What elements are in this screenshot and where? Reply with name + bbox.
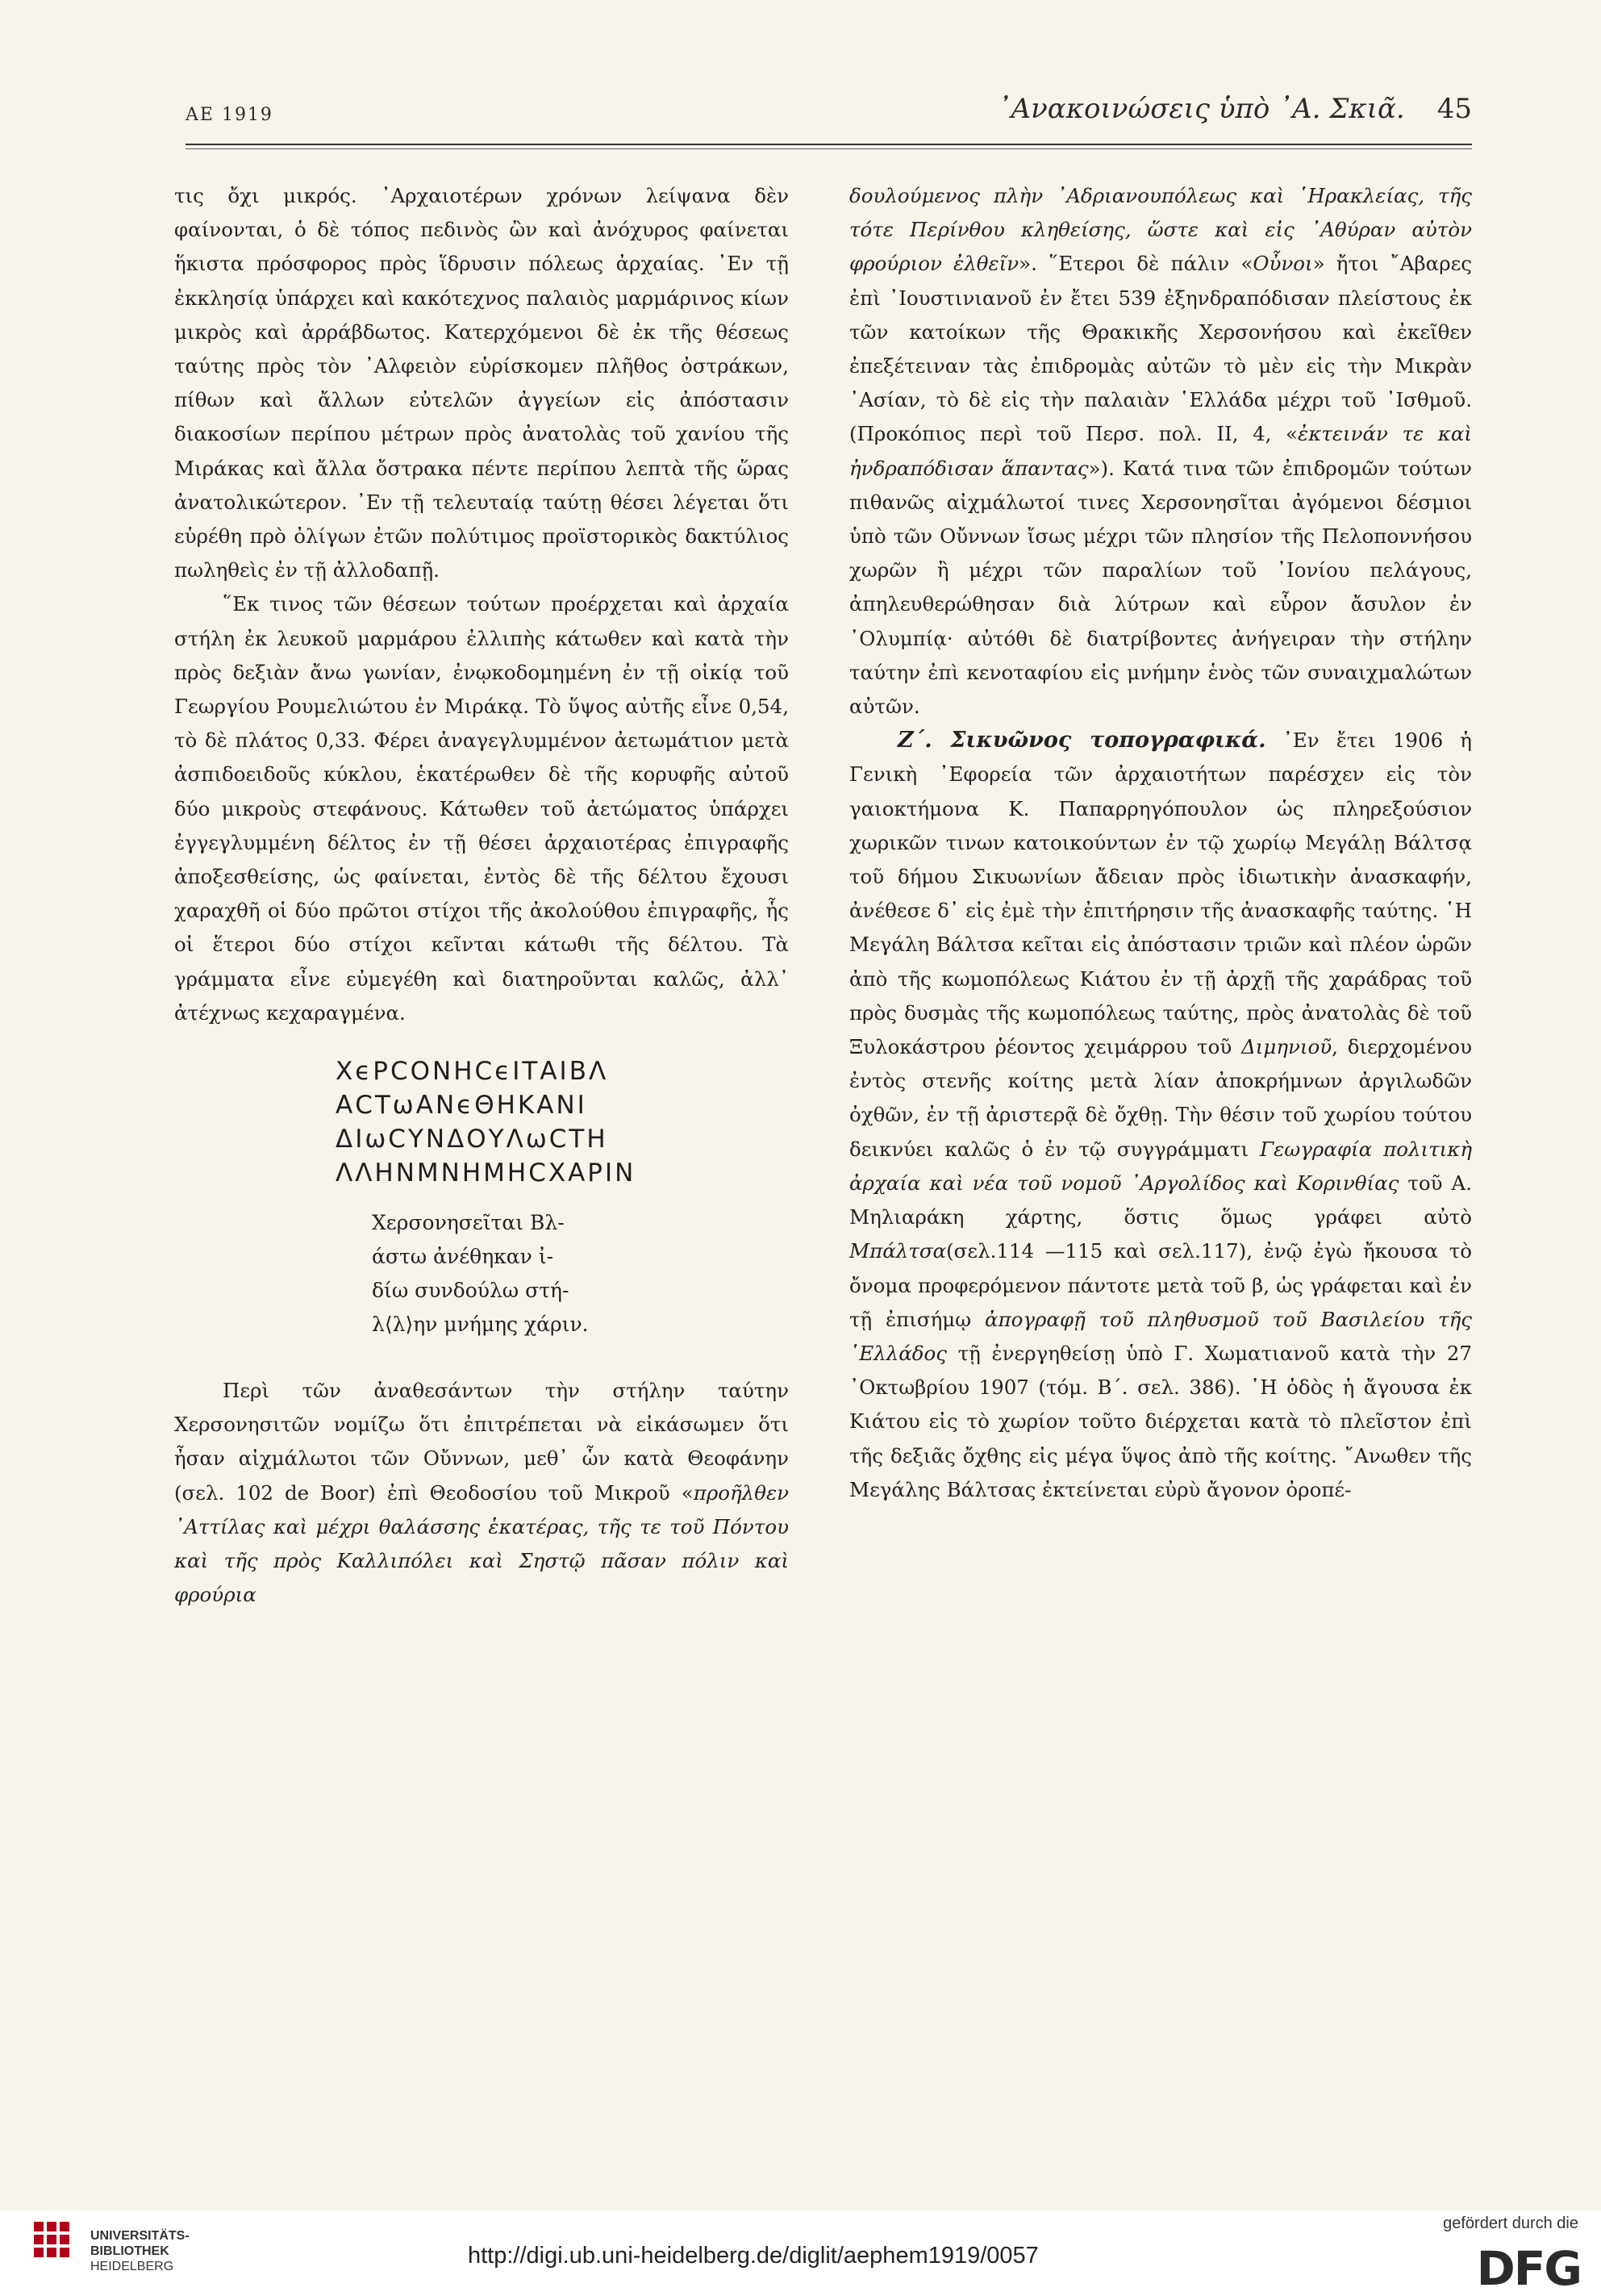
paragraph: ῞Εκ τινος τῶν θέσεων τούτων προέρχεται καὶ ἀρχαία στήλη ἐκ λευκοῦ μαρμάρου ἐλλιπὴς κάτωθεν καὶ κατὰ τὴν πρὸς δεξιὰν ἄνω γωνίαν, ἐνῳκοδομημένη ἐν τῇ οἰκίᾳ τοῦ Γεωργίου Ρουμελιώτου ἐν Μιράκᾳ. Τὸ ὕψος αὐτῆς εἶνε 0,54, τὸ δὲ πλάτος 0,33. Φέρει ἀναγεγλυμμένον ἀετωμάτιον μετὰ ἀσπιδοειδοῦς κύκλου, ἑκατέρωθεν δὲ τῆς κορυφῆς αὐτοῦ δύο μικροὺς στεφάνους. Κάτωθεν τοῦ ἀετώματος ὑπάρχει ἐγγεγλυμμένη δέλτος ἐν τῇ θέσει ἀρχαιοτέρας ἐπιγραφῆς ἀποξεσθείσης, ὡς φαίνεται, ἐντὸς δὲ τῆς δέλτου ἔχουσι χαραχθῆ οἱ δύο πρῶτοι στίχοι τῆς ἀκολούθου ἐπιγραφῆς, ἧς οἱ ἕτεροι δύο στίχοι κεῖνται κάτωθι τῆς δέλτου. Τὰ γράμματα εἶνε εὐμεγέθη καὶ διατηροῦνται καλῶς, ἀλλ᾽ ἀτέχνως κεχαραγμένα.	[174, 592, 789, 1025]
text-run: »). Κατά τινα τῶν ἐπιδρομῶν τούτων πιθανῶς αἰχμάλωτοί τινες Χερσονησῖται ἀγόμενοι δέσμιοι ὑπὸ τῶν Οὔννων ἴσως μέχρι τῶν πλησίον τῆς Πελοποννήσου χωρῶν ἢ μέχρι τῶν παραλίων τοῦ ᾽Ιονίου πελάγους, ἀπηλευθερώθησαν διὰ λύτρων καὶ εὗρον ἄσυλον ἐν ᾽Ολυμπίᾳ· αὐτόθι δὲ διατρίβοντες ἀνήγειραν τὴν στήλην ταύτην ἐπὶ κενοταφίου εἰς μνήμην ἑνὸς τῶν συναιχμαλώτων αὐτῶν.	[849, 456, 1472, 719]
paragraph	[849, 724, 1472, 1507]
italic-quote: δουλούμενος πλὴν ᾽Αδριανουπόλεως καὶ ῾Ηρακλείας, τῆς τότε Περίνθου κληθείσης, ὥστε καὶ εἰς ᾽Αθύραν αὐτὸν φρούριον ἐλθεῖν	[849, 184, 1472, 276]
funded-by-text: gefördert durch die	[1443, 2215, 1578, 2232]
paragraph: τις ὄχι μικρός. ᾽Αρχαιοτέρων χρόνων λείψανα δὲν φαίνονται, ὁ δὲ τόπος πεδινὸς ὢν καὶ ἀνόχυρος φαίνεται ἥκιστα πρόσφορος πρὸς ἵδρυσιν πόλεως ἀρχαίας. ᾽Εν τῇ ἐκκλησίᾳ ὑπάρχει καὶ κακότεχνος παλαιὸς μαρμάρινος κίων μικρὸς καὶ ἀρράβδωτος. Κατερχόμενοι δὲ ἐκ τῆς θέσεως ταύτης πρὸς τὸν ᾽Αλφειὸν εὑρίσκομεν πλῆθος ὀστράκων, πίθων καὶ ἄλλων εὐτελῶν ἀγγείων εἰς ἀπόστασιν διακοσίων περίπου μέτρων πρὸς ἀνατολὰς τοῦ χανίου τῆς Μιράκας καὶ ἄλλα ὄστρακα πέντε περίπου λεπτὰ τῆς ὥρας ἀνατολικώτερον. ᾽Εν τῇ τελευταίᾳ ταύτῃ θέσει λέγεται ὅτι εὑρέθη πρὸ ὀλίγων ἐτῶν πολύτιμος προϊστορικὸς δακτύλιος πωληθεὶς ἐν τῇ ἀλλοδαπῇ.	[174, 184, 789, 582]
inscription-line: ΧϵΡϹΟΝΗϹϵΙΤΑΙΒΛ	[336, 1057, 609, 1087]
inscription-line: ΑϹΤωΑΝϵΘΗΚΑΝΙ	[336, 1091, 587, 1121]
transcription-line: λ⟨λ⟩ην μνήμης χάριν.	[372, 1313, 589, 1337]
library-name-line: HEIDELBERG	[90, 2260, 174, 2273]
italic-term: Μπάλτσα	[849, 1239, 947, 1263]
running-title	[998, 93, 1472, 125]
text-run: ». ῞Ετεροι δὲ πάλιν «	[1019, 252, 1253, 276]
italic-term: Διμηνιοῦ	[1241, 1035, 1332, 1059]
text-run: τῇ ἐνεργηθείσῃ ὑπὸ Γ. Χωματιανοῦ κατὰ τὴν 27 ᾽Οκτωβρίου 1907 (τόμ. Β΄. σελ. 386). ῾Η ὁδὸς ἡ ἄγουσα ἐκ Κιάτου εἰς τὸ χωρίον τοῦτο διέρχεται κατὰ τὸ πλεῖστον ἐπὶ τῆς δεξιᾶς ὄχθης εἰς μέγα ὕψος ἀπὸ τῆς κοίτης. ῎Ανωθεν τῆς Μεγάλης Βάλτσας ἐκτείνεται εὐρὺ ἄγονον ὀροπέ-	[849, 1341, 1472, 1501]
paragraph	[174, 1374, 789, 1612]
journal-volume: ΑΕ 1919	[186, 105, 273, 125]
header-rule	[186, 144, 1472, 145]
inscription-line: ΛΛΗΝΜΝΗΜΗϹΧΑΡΙΝ	[336, 1158, 636, 1188]
library-name	[90, 2228, 190, 2274]
footer-bar	[0, 2210, 1601, 2296]
text-run: ᾽Εν ἔτει 1906 ἡ Γενικὴ ᾽Εφορεία τῶν ἀρχαιοτήτων παρέσχεν εἰς τὸν γαιοκτήμονα Κ. Παπαρρηγόπουλον ὡς πληρεξούσιον χωρικῶν τινων κατοικούντων ἐν τῷ χωρίῳ Μεγάλῃ Βάλτσᾳ τοῦ δήμου Σικυωνίων ἄδειαν πρὸς ἰδιωτικὴν ἀνασκαφήν, ἀνέθεσε δ᾽ εἰς ἐμὲ τὴν ἐπιτήρησιν τῆς ἀνασκαφῆς ταύτης. ῾Η Μεγάλη Βάλτσα κεῖται εἰς ἀπόστασιν τριῶν καὶ πλέον ὡρῶν ἀπὸ τῆς κωμοπόλεως Κιάτου ἐν τῇ ἀρχῇ τῆς χαράδρας τοῦ πρὸς δυσμὰς τῆς κωμοπόλεως ταύτης, πρὸς ἀνατολὰς δὲ τοῦ Ξυλοκάστρου ῥέοντος χειμάρρου τοῦ	[849, 728, 1472, 1059]
transcription-line: Χερσονησεῖται Βλ-	[372, 1211, 565, 1235]
italic-title: Γεωγραφία πολιτικὴ ἀρχαία καὶ νέα τοῦ νομοῦ ᾽Αργολίδος καὶ Κορινθίας	[849, 1137, 1472, 1195]
library-name-line: BIBLIOTHEK	[90, 2244, 169, 2258]
paragraph	[849, 179, 1472, 724]
left-column	[174, 179, 789, 1613]
text-run: (σελ.114 —115 καὶ σελ.117), ἐνῷ ἐγὼ ἤκουσα τὸ ὄνομα προφερόμενον πάντοτε μετὰ τοῦ β, ὡς γράφεται καὶ ἐν τῇ ἐπισήμῳ	[849, 1239, 1472, 1331]
text-run: Περὶ τῶν ἀναθεσάντων τὴν στήλην ταύτην Χερσονησιτῶν νομίζω ὅτι ἐπιτρέπεται νὰ εἰκάσωμεν ὅτι ἦσαν αἰχμάλωτοι τῶν Οὔννων, μεθ᾽ ὧν κατὰ Θεοφάνην (σελ. 102 de Boor) ἐπὶ Θεοδοσίου τοῦ Μικροῦ «	[174, 1379, 789, 1505]
text-run: τοῦ Α. Μηλιαράκη χάρτης, ὅστις ὅμως γράφει αὐτὸ	[849, 1171, 1472, 1229]
header-rule-thin	[186, 148, 1472, 149]
inscription-line: ΔΙωϹΥΝΔΟΥΛωϹΤΗ	[336, 1125, 608, 1154]
dfg-logo: DFG	[1476, 2241, 1581, 2296]
transcription-line: δίω συνδούλω στή-	[372, 1279, 569, 1303]
text-run: , διερχομένου ἐντὸς στενῆς κοίτης μετὰ λίαν ἀποκρήμνων ἀργιλωδῶν ὀχθῶν, ἐν τῇ ἀριστερᾷ δὲ ὄχθῃ. Τὴν θέσιν τοῦ χωρίου τούτου δεικνύει καλῶς ὁ ἐν τῷ συγγράμματι	[849, 1035, 1472, 1161]
page-number: 45	[1436, 93, 1472, 125]
library-name-line: UNIVERSITÄTS-	[90, 2229, 190, 2243]
section-heading: Ζ΄. Σικυῶνος τοπογραφικά.	[898, 728, 1266, 754]
italic-quote: ἐκτεινάν τε καὶ ἠνδραπόδισαν ἅπαντας	[849, 422, 1472, 480]
right-column	[849, 179, 1472, 1507]
university-library-logo-icon	[32, 2220, 81, 2270]
italic-quote: προῆλθεν ᾽Αττίλας καὶ μέχρι θαλάσσης ἑκατέρας, τῆς τε τοῦ Πόντου καὶ τῆς πρὸς Καλλιπόλει καὶ Σηστῷ πᾶσαν πόλιν καὶ φρούρια	[174, 1480, 789, 1607]
source-url-link[interactable]: http://digi.ub.uni-heidelberg.de/diglit/aephem1919/0057	[468, 2243, 1039, 2269]
transcription-line: άστω ἀνέθηκαν ἰ-	[372, 1245, 554, 1269]
text-run: » ἤτοι ῎Αβαρες ἐπὶ ᾽Ιουστινιανοῦ ἐν ἔτει 539 ἐξηνδραπόδισαν πλείστους ἐκ τῶν κατοίκων τῆς Θρακικῆς Χερσονήσου καὶ ἐκεῖθεν ἐπεξέτειναν τὰς ἐπιδρομὰς αὐτῶν τὸ μὲν εἰς τὴν Μικρὰν ᾽Ασίαν, τὸ δὲ εἰς τὴν παλαιὰν ῾Ελλάδα μέχρι τοῦ ᾽Ισθμοῦ. (Προκόπιος περὶ τοῦ Περσ. πολ. II, 4, «	[849, 252, 1473, 446]
italic-title: ἀπογραφῇ τοῦ πληθυσμοῦ τοῦ Βασιλείου τῆς ῾Ελλάδος	[849, 1307, 1472, 1365]
inscription-facsimile	[336, 1054, 789, 1190]
italic-term: Οὖνοι	[1253, 252, 1313, 276]
inscription-transcription	[372, 1206, 789, 1342]
running-title-text: ᾽Ανακοινώσεις ὑπὸ ᾽Α. Σκιᾶ.	[997, 93, 1405, 125]
